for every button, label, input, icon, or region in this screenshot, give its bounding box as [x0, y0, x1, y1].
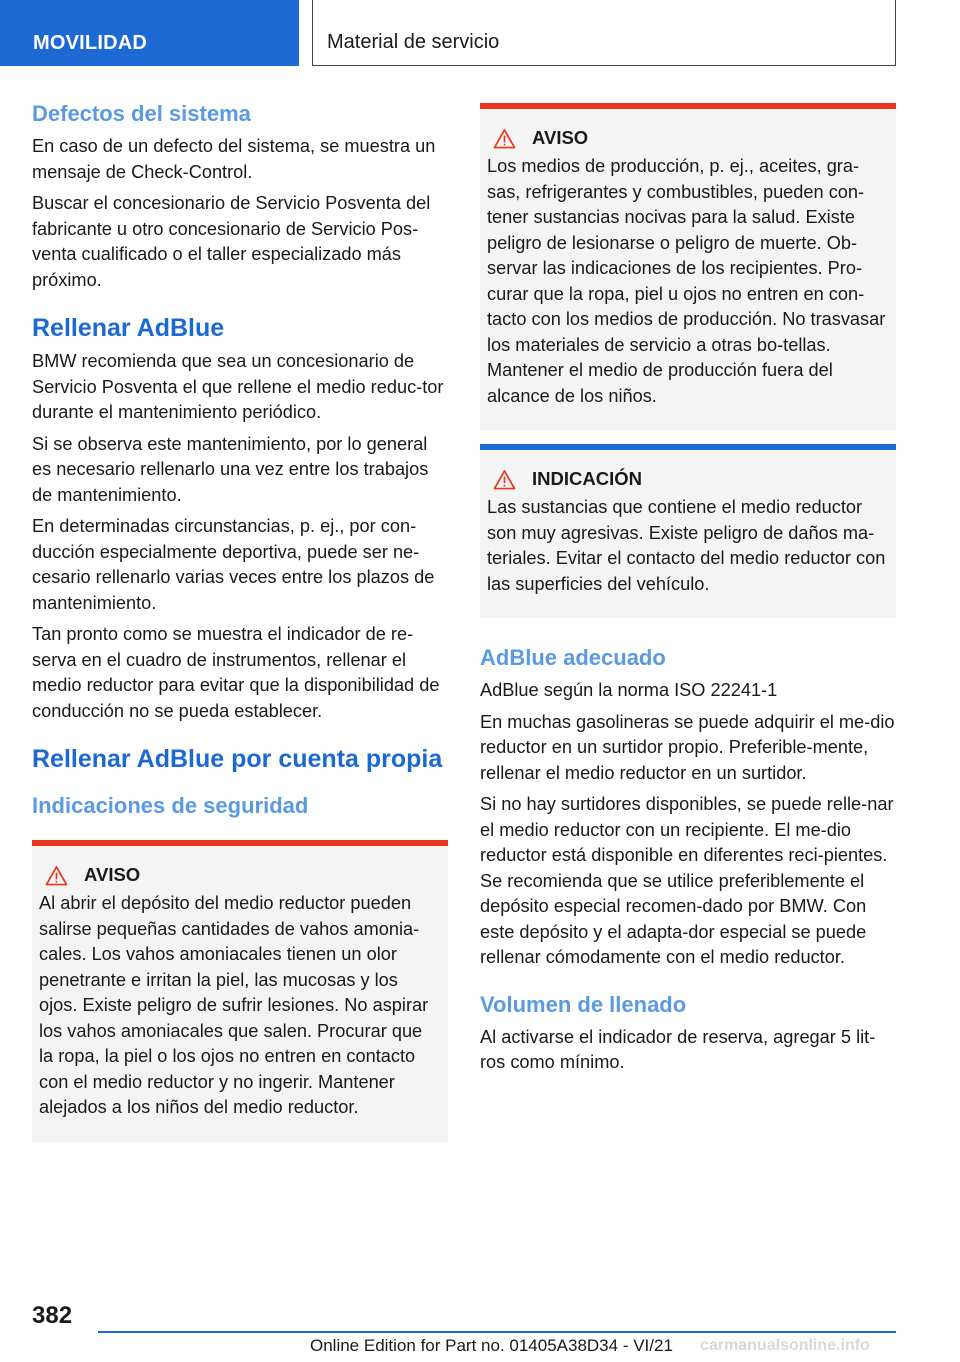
- heading-rellenar: Rellenar AdBlue: [32, 314, 225, 342]
- heading-cuenta-propia: Rellenar AdBlue por cuenta propia: [32, 745, 443, 773]
- heading-defectos: Defectos del sistema: [32, 101, 251, 126]
- warning-box: [480, 103, 896, 430]
- heading-volumen: Volumen de llenado: [480, 991, 687, 1017]
- footer-watermark: carmanualsonline.info: [700, 1337, 870, 1354]
- chapter-label: Material de servicio: [327, 31, 500, 53]
- paragraph: Si no hay surtidores disponibles, se puede relle-nar el medio reductor con un recipiente. El me-dio reductor está disponible en diferentes reci-pientes. Se recomienda que se utilice preferiblemente el depósito especial recomen-dado por BMW. Con este depósito y el adapta-dor especial se puede rellenar cómodamente con el medio reductor.: [480, 794, 894, 967]
- warning-triangle-icon: [45, 865, 68, 886]
- footer-edition: Online Edition for Part no. 01405A38D34 - VI/21: [310, 1336, 673, 1355]
- paragraph: Al activarse el indicador de reserva, agregar 5 lit-ros como mínimo.: [480, 1026, 876, 1072]
- paragraph: BMW recomienda que sea un concesionario de Servicio Posventa el que rellene el medio reduc-tor durante el mantenimiento periódico.: [32, 351, 444, 422]
- warning-title: AVISO: [39, 862, 441, 888]
- warning-triangle-icon: [493, 469, 516, 490]
- footer-rule: [98, 1331, 896, 1333]
- section-tab[interactable]: [0, 0, 299, 66]
- paragraph: En caso de un defecto del sistema, se muestra un mensaje de Check-Control.: [32, 136, 436, 182]
- heading-adecuado: AdBlue adecuado: [480, 645, 666, 670]
- warning-box: [32, 840, 448, 1142]
- paragraph: En determinadas circunstancias, p. ej., por con-ducción especialmente deportiva, puede ser ne-cesario rellenarlo varias veces entre los plazos de mantenimiento.: [32, 516, 435, 613]
- paragraph: Si se observa este mantenimiento, por lo general es necesario rellenarlo una vez entre los trabajos de mantenimiento.: [32, 433, 429, 505]
- left-column: [32, 100, 448, 1142]
- note-title: INDICACIÓN: [487, 466, 889, 492]
- paragraph: En muchas gasolineras se puede adquirir el me-dio reductor en un surtidor propio. Preferible-mente, rellenar el medio reductor en un surtidor.: [480, 711, 895, 783]
- paragraph: AdBlue según la norma ISO 22241-1: [480, 680, 778, 700]
- note-text: Las sustancias que contiene el medio reductor son muy agresivas. Existe peligro de daños ma-teriales. Evitar el contacto del medio reductor con las superficies del vehículo.: [487, 497, 886, 594]
- warning-text: Al abrir el depósito del medio reductor pueden salirse pequeñas cantidades de vahos amonia-cales. Los vahos amoniacales tienen un olor penetrante e irritan la piel, las mucosas y los ojos. Existe peligro de sufrir lesiones. No aspirar los vahos amoniacales que salen. Procurar que la ropa, la piel o los ojos no entren en contacto con el medio reductor y no ingerir. Mantener alejados a los niños del medio reductor.: [39, 893, 429, 1117]
- warning-text: Los medios de producción, p. ej., aceites, gra-sas, refrigerantes y combustibles, pueden con-tener sustancias nocivas para la salud. Existe peligro de lesionarse o peligro de muerte. Ob-servar las indicaciones de los recipientes. Pro-curar que la ropa, piel u ojos no entren en con-tacto con los medios de producción. No trasvasar los materiales de servicio a otras bo-tellas. Mantener el medio de producción fuera del alcance de los niños.: [487, 156, 886, 406]
- note-box: [480, 444, 896, 618]
- paragraph: Tan pronto como se muestra el indicador de re-serva en el cuadro de instrumentos, rellenar el medio reductor para evitar que la disponibilidad de conducción no se pueda establecer.: [32, 624, 440, 721]
- right-column: [480, 103, 896, 1076]
- paragraph: Buscar el concesionario de Servicio Posventa del fabricante u otro concesionario de Servicio Pos-venta cualificado o el taller especializado más próximo.: [32, 193, 431, 290]
- section-label: MOVILIDAD: [33, 32, 148, 54]
- heading-seguridad: Indicaciones de seguridad: [32, 793, 309, 818]
- warning-title: AVISO: [487, 125, 889, 151]
- chapter-tab[interactable]: [312, 0, 896, 66]
- warning-triangle-icon: [493, 128, 516, 149]
- page-number: 382: [32, 1302, 73, 1329]
